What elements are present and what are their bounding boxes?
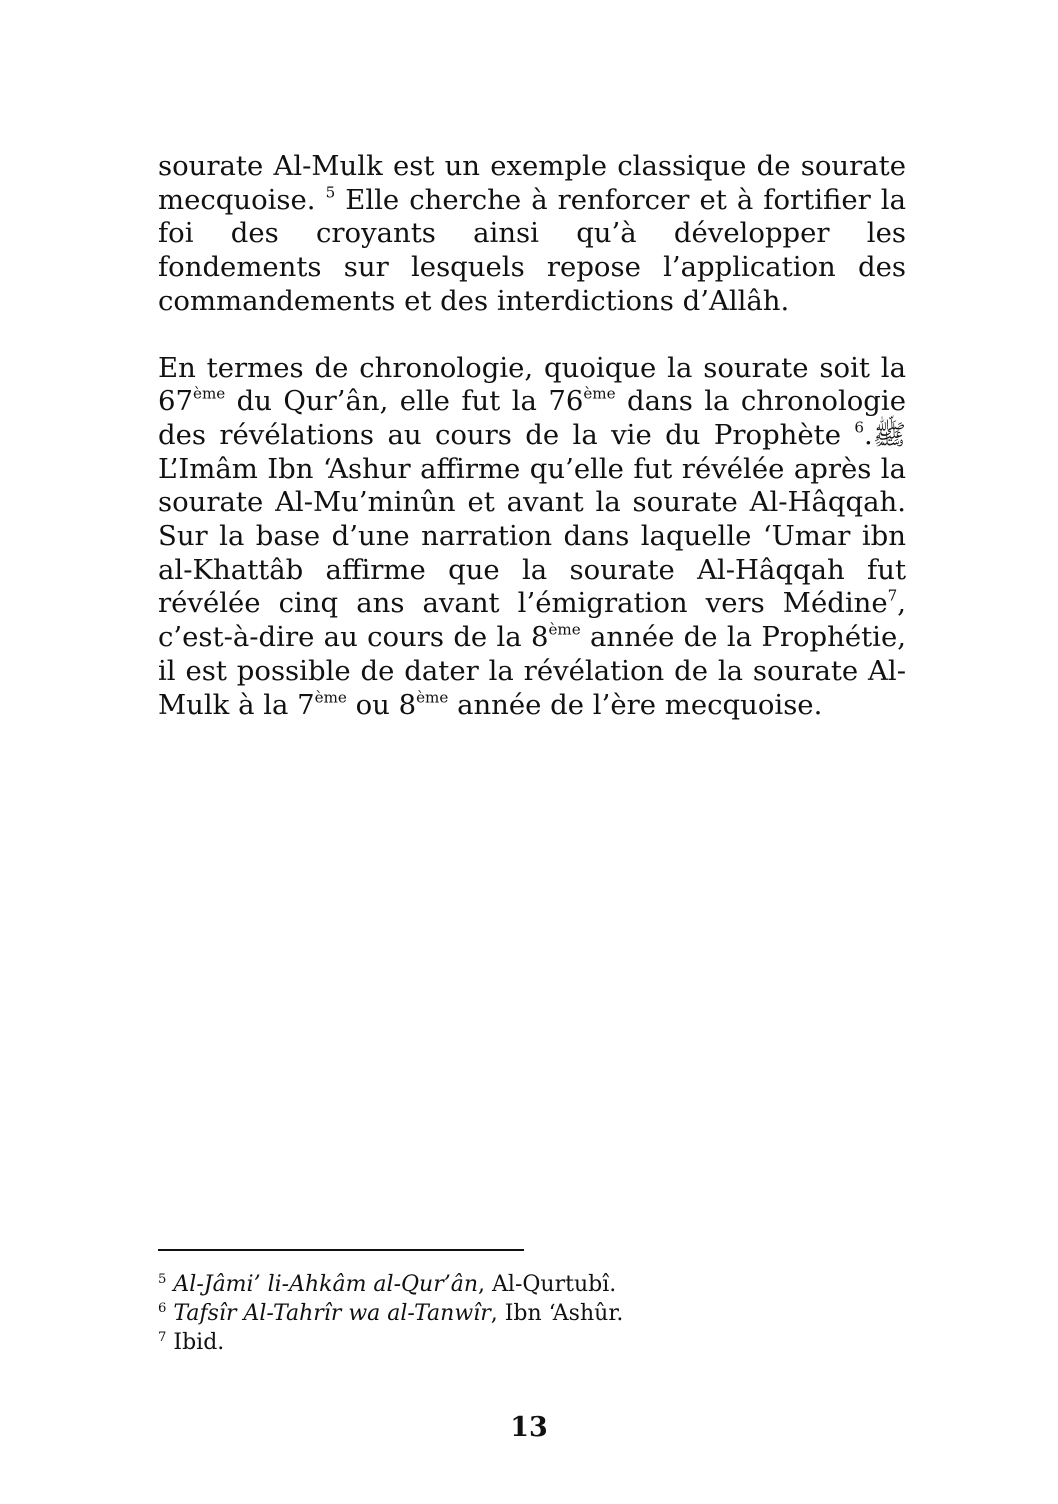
page-number: 13 [510, 1412, 548, 1443]
ordinal-superscript: ème [548, 620, 581, 639]
footnote-title: Al-Jâmi’ li-Ahkâm al-Qur’ân [173, 1272, 479, 1297]
footnote-7: $^7$ Ibid. [158, 1330, 225, 1355]
footnote-6: $^6$ Tafsîr Al-Tahrîr wa al-Tanwîr, Ibn ‘Ashûr. [158, 1301, 624, 1326]
body-text [158, 150, 906, 722]
paragraph-2: En termes de chronologie, quoique la sourate soit la 67ème du Qur’ân, elle fut la 76ème dans la chronologie des révélations au cours de la vie du Prophète ﷺ.$^6$ L’Imâm Ibn ‘Ashur affirme qu’elle fut révélée après la sourate Al-Mu’minûn et avant la sourate Al-Hâqqah. Sur la base d’une narration dans laquelle ‘Umar ibn al-Khattâb affirme que la sourate Al-Hâqqah fut révélée cinq ans avant l’émigration vers Médine$^7$, c’est-à-dire au cours de la 8ème année de la Prophétie, il est possible de dater la révélation de la sourate Al-Mulk à la 7ème ou 8ème année de l’ère mecquoise. [158, 351, 906, 721]
footnote-title: Tafsîr Al-Tahrîr wa al-Tanwîr [173, 1301, 491, 1326]
ordinal-superscript: ème [314, 688, 347, 707]
ordinal-superscript: ème [416, 688, 449, 707]
footnote-ref-7[interactable]: 7 [887, 587, 898, 606]
footnote-ref-6[interactable]: 6 [854, 418, 865, 437]
footnote-separator [158, 1249, 524, 1251]
ordinal-superscript: ème [583, 384, 616, 403]
ordinal-superscript: ème [193, 384, 226, 403]
footnote-5: $^5$ Al-Jâmi’ li-Ahkâm al-Qur’ân, Al-Qurtubî. [158, 1272, 617, 1297]
footnote-ref-5[interactable]: 5 [325, 183, 336, 202]
paragraph-1: sourate Al-Mulk est un exemple classique de sourate mecquoise. $^5$ Elle cherche à renforcer et à fortifier la foi des croyants ainsi qu’à développer les fondements sur lesquels repose l’application des commandements et des interdictions d’Allâh. [158, 150, 906, 317]
footnotes [158, 1270, 858, 1357]
